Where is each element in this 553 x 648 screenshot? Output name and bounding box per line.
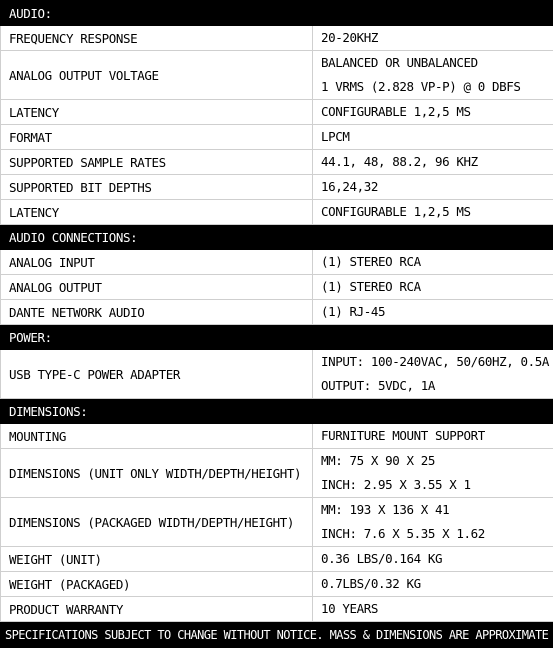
spec-value: 0.36 LBS/0.164 KG [321,547,553,571]
spec-value: 10 YEARS [321,597,553,621]
spec-row [1,250,553,275]
section-header-audio-connections [1,225,553,250]
spec-label: PRODUCT WARRANTY [1,597,313,622]
spec-label: LATENCY [1,200,313,225]
spec-label: WEIGHT (PACKAGED) [1,572,313,597]
spec-value: BALANCED OR UNBALANCED [321,51,553,75]
spec-value: CONFIGURABLE 1,2,5 MS [321,200,553,224]
spec-row [1,572,553,597]
footer-row [1,622,553,648]
spec-value: 44.1, 48, 88.2, 96 KHZ [321,150,553,174]
section-title: DIMENSIONS: [1,399,553,424]
spec-row [1,200,553,225]
spec-row [1,175,553,200]
spec-value-cell [313,424,553,449]
spec-value: FURNITURE MOUNT SUPPORT [321,424,553,448]
spec-value-cell [313,498,553,547]
section-header-dimensions [1,399,553,424]
spec-row [1,125,553,150]
spec-value: INCH: 7.6 X 5.35 X 1.62 [321,522,553,546]
spec-value-cell [313,250,553,275]
section-header-power [1,325,553,350]
spec-row [1,100,553,125]
spec-value: LPCM [321,125,553,149]
spec-row [1,424,553,449]
spec-value-cell [313,26,553,51]
spec-row [1,51,553,100]
spec-label: ANALOG OUTPUT [1,275,313,300]
spec-label: ANALOG OUTPUT VOLTAGE [1,51,313,100]
spec-value: (1) STEREO RCA [321,275,553,299]
spec-value: CONFIGURABLE 1,2,5 MS [321,100,553,124]
spec-value-cell [313,572,553,597]
footer-note: SPECIFICATIONS SUBJECT TO CHANGE WITHOUT NOTICE. MASS & DIMENSIONS ARE APPROXIMATE [1,622,553,648]
section-title: AUDIO: [1,1,553,26]
spec-row [1,150,553,175]
spec-label: DIMENSIONS (UNIT ONLY WIDTH/DEPTH/HEIGHT) [1,449,313,498]
spec-value: MM: 75 X 90 X 25 [321,449,553,473]
spec-value-cell [313,449,553,498]
spec-value: (1) STEREO RCA [321,250,553,274]
spec-value-cell [313,150,553,175]
spec-value-cell [313,200,553,225]
spec-label: MOUNTING [1,424,313,449]
spec-value: INCH: 2.95 X 3.55 X 1 [321,473,553,497]
spec-value: 16,24,32 [321,175,553,199]
section-header-audio [1,1,553,26]
spec-value: 0.7LBS/0.32 KG [321,572,553,596]
spec-value-cell [313,175,553,200]
spec-row [1,449,553,498]
spec-label: ANALOG INPUT [1,250,313,275]
spec-row [1,547,553,572]
spec-value-cell [313,350,553,399]
spec-row [1,26,553,51]
spec-value-cell [313,275,553,300]
spec-row [1,300,553,325]
spec-value-cell [313,300,553,325]
spec-value-cell [313,125,553,150]
spec-value: 20-20KHZ [321,26,553,50]
section-title: POWER: [1,325,553,350]
spec-label: FREQUENCY RESPONSE [1,26,313,51]
spec-row [1,275,553,300]
section-title: AUDIO CONNECTIONS: [1,225,553,250]
spec-label: DIMENSIONS (PACKAGED WIDTH/DEPTH/HEIGHT) [1,498,313,547]
spec-table-body [1,1,553,648]
spec-value: 1 VRMS (2.828 VP-P) @ 0 DBFS [321,75,553,99]
spec-label: USB TYPE-C POWER ADAPTER [1,350,313,399]
spec-value: MM: 193 X 136 X 41 [321,498,553,522]
spec-value-cell [313,597,553,622]
spec-row [1,597,553,622]
spec-value-cell [313,547,553,572]
spec-label: FORMAT [1,125,313,150]
spec-value: OUTPUT: 5VDC, 1A [321,374,553,398]
spec-value: (1) RJ-45 [321,300,553,324]
spec-label: SUPPORTED SAMPLE RATES [1,150,313,175]
spec-value-cell [313,51,553,100]
spec-label: SUPPORTED BIT DEPTHS [1,175,313,200]
spec-row [1,498,553,547]
spec-value: INPUT: 100-240VAC, 50/60HZ, 0.5A [321,350,553,374]
spec-label: WEIGHT (UNIT) [1,547,313,572]
spec-row [1,350,553,399]
spec-label: DANTE NETWORK AUDIO [1,300,313,325]
spec-label: LATENCY [1,100,313,125]
spec-value-cell [313,100,553,125]
